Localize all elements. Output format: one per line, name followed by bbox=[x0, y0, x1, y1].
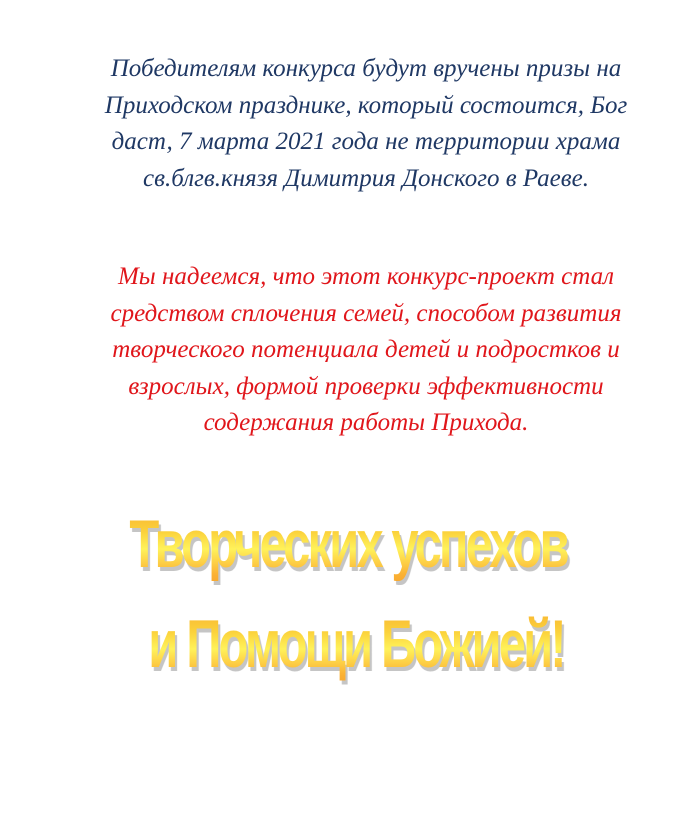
wordart-greeting bbox=[0, 494, 696, 694]
hope-line: средством сплочения семей, способом развития bbox=[110, 299, 622, 327]
hope-paragraph bbox=[90, 259, 642, 442]
announcement-line: Победителям конкурса будут вручены призы на bbox=[110, 55, 622, 82]
hope-line: взрослых, формой проверки эффективности bbox=[128, 372, 604, 400]
announcement-line: даст, 7 марта 2021 года не территории храма bbox=[111, 128, 621, 155]
hope-line: содержания работы Прихода. bbox=[203, 409, 529, 436]
hope-line: творческого потенциала детей и подростков и bbox=[112, 336, 620, 363]
prize-announcement-paragraph bbox=[90, 51, 642, 197]
wordart-line: Творческих успехов bbox=[97, 494, 598, 594]
announcement-line: св.блгв.князя Димитрия Донского в Раеве. bbox=[143, 164, 589, 192]
wordart-line: и Помощи Божией! bbox=[111, 594, 601, 694]
hope-line: Мы надеемся, что этот конкурс-проект стал bbox=[117, 263, 615, 290]
announcement-line: Приходском празднике, который состоится, Бог bbox=[104, 91, 628, 119]
